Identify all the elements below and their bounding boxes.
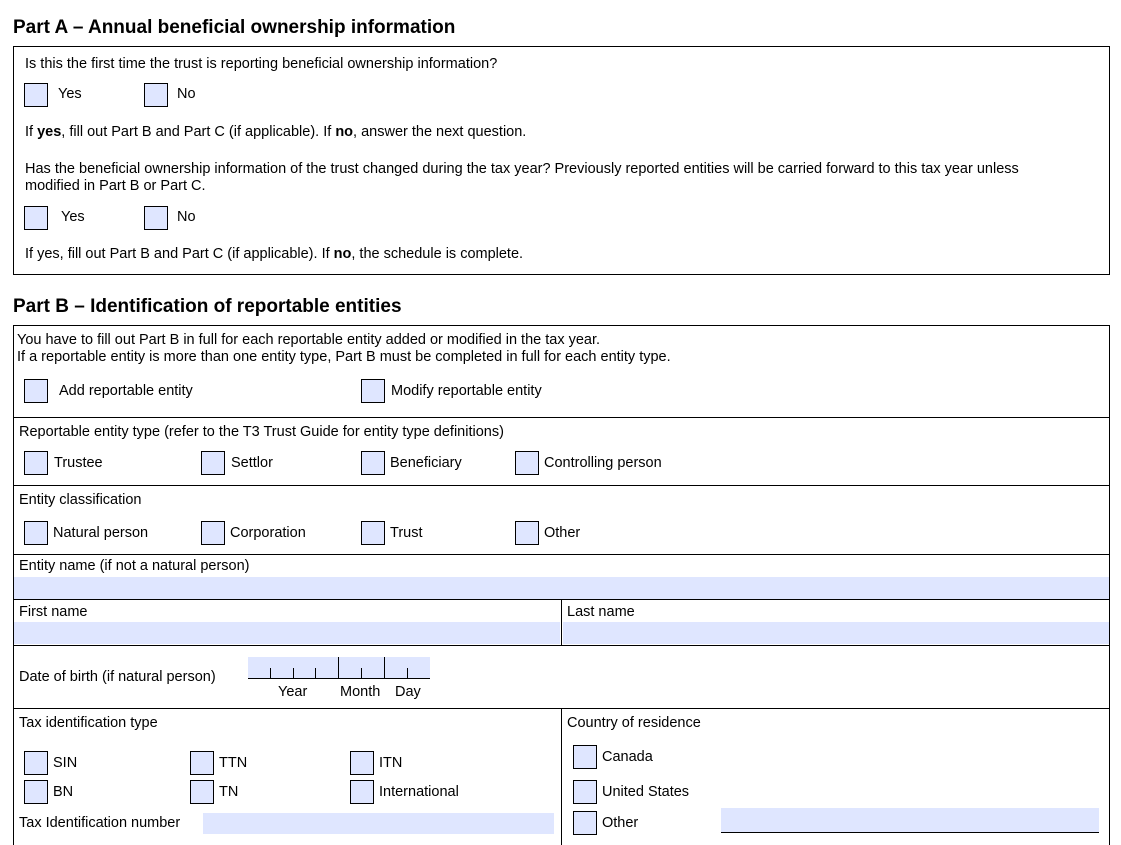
part-a-title: Part A – Annual beneficial ownership information [13,17,456,38]
settlor-checkbox[interactable] [201,451,225,475]
changed-no-checkbox[interactable] [144,206,168,230]
entity-name-label: Entity name (if not a natural person) [19,558,250,574]
trustee-checkbox[interactable] [24,451,48,475]
trust-checkbox[interactable] [361,521,385,545]
divider [561,599,562,646]
controlling-person-checkbox[interactable] [515,451,539,475]
first-time-yes-label: Yes [58,86,82,102]
dob-digit-tick [361,668,362,679]
first-time-no-checkbox[interactable] [144,83,168,107]
international-checkbox[interactable] [350,780,374,804]
itn-checkbox[interactable] [350,751,374,775]
corporation-checkbox[interactable] [201,521,225,545]
add-entity-checkbox[interactable] [24,379,48,403]
tn-checkbox[interactable] [190,780,214,804]
instruction-changed: If yes, fill out Part B and Part C (if applicable). If no, the schedule is complete. [25,246,524,262]
dob-separator [338,657,339,679]
dob-digit-tick [270,668,271,679]
dob-label: Date of birth (if natural person) [19,669,216,685]
first-time-no-label: No [177,86,196,102]
bn-label: BN [53,784,74,800]
bn-checkbox[interactable] [24,780,48,804]
united-states-checkbox[interactable] [573,780,597,804]
international-label: International [379,784,459,800]
part-b-intro-line1: You have to fill out Part B in full for each reportable entity added or modified in the tax year. [17,332,601,348]
sin-label: SIN [53,755,78,771]
dob-year-label: Year [278,684,308,700]
sin-checkbox[interactable] [24,751,48,775]
dob-separator [384,657,385,679]
first-time-yes-checkbox[interactable] [24,83,48,107]
changed-yes-label: Yes [61,209,85,225]
instruction-first-time: If yes, fill out Part B and Part C (if applicable). If no, answer the next question. [25,124,527,140]
country-label: Country of residence [567,715,701,731]
divider [13,417,1110,418]
corporation-label: Corporation [230,525,306,541]
question-changed-line1: Has the beneficial ownership information of the trust changed during the tax year? Previously reported entities will be carried forward to this tax year unless [25,161,1019,177]
question-changed-line2: modified in Part B or Part C. [25,178,206,194]
tax-id-number-label: Tax Identification number [19,815,181,831]
modify-entity-label: Modify reportable entity [391,383,542,399]
tn-label: TN [219,784,239,800]
dob-day-label: Day [395,684,421,700]
add-entity-label: Add reportable entity [59,383,193,399]
dob-digit-tick [293,668,294,679]
dob-digit-tick [407,668,408,679]
itn-label: ITN [379,755,403,771]
divider [13,485,1110,486]
beneficiary-checkbox[interactable] [361,451,385,475]
entity-name-input[interactable] [14,577,1109,599]
beneficiary-label: Beneficiary [390,455,462,471]
question-first-time: Is this the first time the trust is reporting beneficial ownership information? [25,56,498,72]
divider [561,708,562,845]
other-classification-checkbox[interactable] [515,521,539,545]
other-country-label: Other [602,815,639,831]
tax-id-type-label: Tax identification type [19,715,158,731]
changed-no-label: No [177,209,196,225]
changed-yes-checkbox[interactable] [24,206,48,230]
trustee-label: Trustee [54,455,103,471]
canada-checkbox[interactable] [573,745,597,769]
part-b-top-border [13,325,1110,326]
other-country-checkbox[interactable] [573,811,597,835]
part-b-right-border [1109,325,1110,845]
classification-label: Entity classification [19,492,142,508]
dob-input[interactable] [248,657,430,679]
part-b-intro-line2: If a reportable entity is more than one entity type, Part B must be completed in full for each entity type. [17,349,671,365]
controlling-person-label: Controlling person [544,455,662,471]
natural-person-label: Natural person [53,525,149,541]
first-name-label: First name [19,604,88,620]
entity-type-label: Reportable entity type (refer to the T3 Trust Guide for entity type definitions) [19,424,504,440]
settlor-label: Settlor [231,455,273,471]
ttn-label: TTN [219,755,248,771]
divider [13,554,1110,555]
natural-person-checkbox[interactable] [24,521,48,545]
dob-month-label: Month [340,684,381,700]
first-name-input[interactable] [14,622,560,644]
united-states-label: United States [602,784,690,800]
last-name-label: Last name [567,604,635,620]
canada-label: Canada [602,749,653,765]
part-b-title: Part B – Identification of reportable entities [13,296,402,317]
ttn-checkbox[interactable] [190,751,214,775]
trust-label: Trust [390,525,423,541]
other-country-input[interactable] [721,808,1099,833]
modify-entity-checkbox[interactable] [361,379,385,403]
dob-digit-tick [315,668,316,679]
tax-id-number-input[interactable] [203,813,554,834]
divider [13,645,1110,646]
last-name-input[interactable] [563,622,1109,644]
other-classification-label: Other [544,525,581,541]
